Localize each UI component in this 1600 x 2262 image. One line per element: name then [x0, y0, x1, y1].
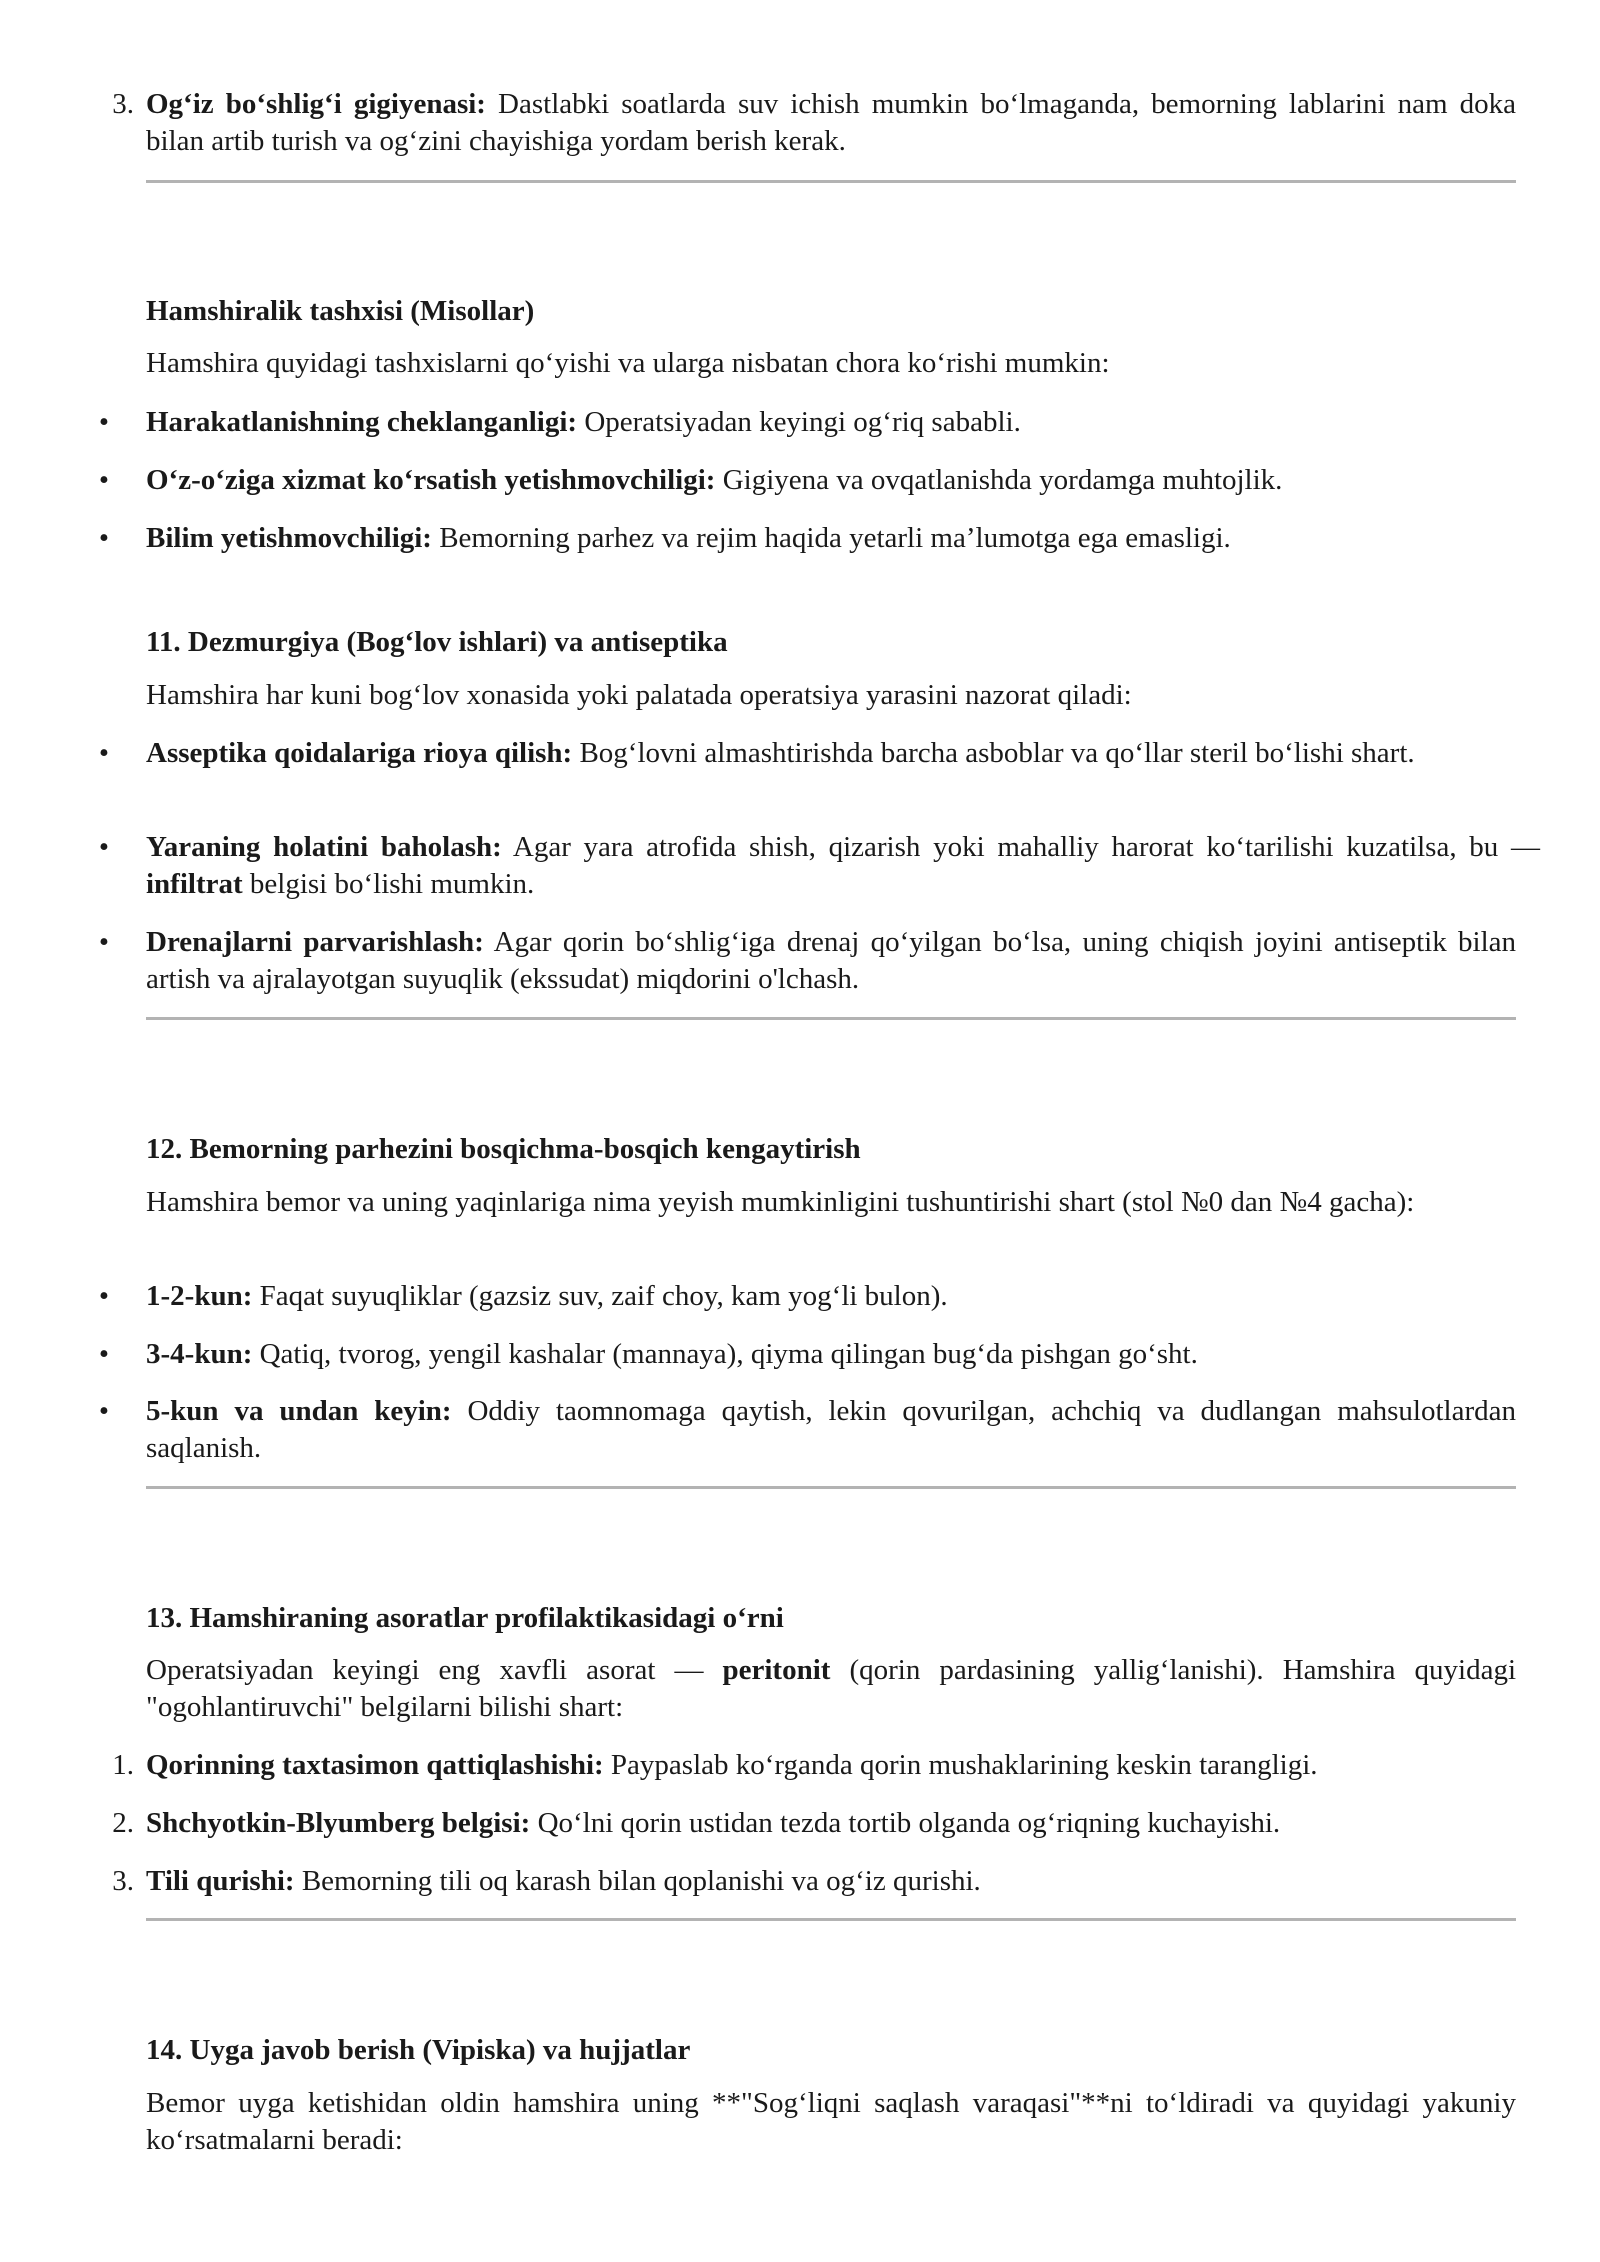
item-term: Qorinning taxtasimon qattiqlashishi:	[146, 1749, 604, 1781]
list-item	[98, 829, 1540, 903]
list-number: 3.	[112, 88, 134, 120]
list-item	[112, 1863, 1516, 1900]
list-number: 1.	[112, 1749, 134, 1781]
section-intro: Bemor uyga ketishidan oldin hamshira uning **"Sog‘liqni saqlash varaqasi"**ni to‘ldiradi va quyidagi yakuniy ko‘rsatmalarni beradi:	[146, 2087, 1516, 2156]
item-text: Operatsiyadan keyingi og‘riq sababli.	[577, 406, 1021, 438]
item-term-inline: infiltrat	[146, 868, 243, 900]
item-term: Drenajlarni parvarishlash:	[146, 926, 484, 958]
item-term: Bilim yetishmovchiligi:	[146, 522, 432, 554]
item-term: 5-kun va undan keyin:	[146, 1395, 452, 1427]
bullet-icon: •	[98, 926, 110, 958]
item-term: Yaraning holatini baholash:	[146, 831, 502, 863]
list-item	[112, 1805, 1516, 1842]
section-divider	[146, 1486, 1516, 1489]
item-term: 1-2-kun:	[146, 1280, 253, 1312]
list-number: 3.	[112, 1865, 134, 1897]
list-item	[112, 1747, 1516, 1784]
item-text: Bemorning tili oq karash bilan qoplanishi va og‘iz qurishi.	[294, 1865, 981, 1897]
list-item	[98, 520, 1516, 557]
list-item	[98, 924, 1516, 998]
item-term: Shchyotkin-Blyumberg belgisi:	[146, 1807, 531, 1839]
bullet-icon: •	[98, 1395, 110, 1427]
section-divider	[146, 1918, 1516, 1921]
item-text: Qatiq, tvorog, yengil kashalar (mannaya), qiyma qilingan bug‘da pishgan go‘sht.	[252, 1338, 1198, 1370]
bullet-icon: •	[98, 1338, 110, 1370]
item-term: Tili qurishi:	[146, 1865, 295, 1897]
section-intro: Hamshira quyidagi tashxislarni qo‘yishi va ularga nisbatan chora ko‘rishi mumkin:	[146, 347, 1110, 379]
section-heading: 12. Bemorning parhezini bosqichma-bosqich kengaytirish	[146, 1133, 861, 1165]
item-text: Qo‘lni qorin ustidan tezda tortib olganda og‘riqning kuchayishi.	[530, 1807, 1281, 1839]
intro-term: peritonit	[722, 1654, 831, 1686]
item-text: Bemorning parhez va rejim haqida yetarli ma’lumotga ega emasligi.	[431, 522, 1231, 554]
list-item	[98, 1278, 1516, 1315]
item-text: Gigiyena va ovqatlanishda yordamga muhtojlik.	[715, 464, 1283, 496]
item-text: Dastlabki soatlarda suv ichish mumkin bo‘lmaganda, bemorning lablarini nam doka bilan artib turish va og‘zini chayishiga yordam berish kerak.	[146, 88, 1516, 157]
item-text: Paypaslab ko‘rganda qorin mushaklarining keskin tarangligi.	[603, 1749, 1318, 1781]
bullet-icon: •	[98, 1280, 110, 1312]
section-heading: 13. Hamshiraning asoratlar profilaktikasidagi o‘rni	[146, 1602, 784, 1634]
section-intro: Hamshira har kuni bog‘lov xonasida yoki palatada operatsiya yarasini nazorat qiladi:	[146, 679, 1132, 711]
item-text: belgisi bo‘lishi mumkin.	[242, 868, 535, 900]
section-divider	[146, 180, 1516, 183]
section-intro	[146, 1652, 1516, 1726]
item-term: Og‘iz bo‘shlig‘i gigiyenasi:	[146, 88, 486, 120]
item-text: Oddiy taomnomaga qaytish, lekin qovurilgan, achchiq va dudlangan mahsulotlardan saqlanish.	[146, 1395, 1516, 1464]
item-term: Harakatlanishning cheklanganligi:	[146, 406, 578, 438]
item-text: Agar qorin bo‘shlig‘iga drenaj qo‘yilgan bo‘lsa, uning chiqish joyini antiseptik bilan artish va ajralayotgan suyuqlik (ekssudat) miqdorini o'lchash.	[146, 926, 1516, 995]
item-text: Faqat suyuqliklar (gazsiz suv, zaif choy, kam yog‘li bulon).	[252, 1280, 948, 1312]
section-heading: 11. Dezmurgiya (Bog‘lov ishlari) va antiseptika	[146, 626, 728, 658]
list-number: 2.	[112, 1807, 134, 1839]
item-text: Agar yara atrofida shish, qizarish yoki mahalliy harorat ko‘tarilishi kuzatilsa, bu —	[501, 831, 1540, 863]
bullet-icon: •	[98, 406, 110, 438]
list-item	[98, 1393, 1516, 1467]
section-intro: Hamshira bemor va uning yaqinlariga nima yeyish mumkinligini tushuntirishi shart (stol №0 dan №4 gacha):	[146, 1186, 1415, 1218]
list-item	[112, 86, 1516, 160]
item-term: 3-4-kun:	[146, 1338, 253, 1370]
bullet-icon: •	[98, 464, 110, 496]
item-term: Asseptika qoidalariga rioya qilish:	[146, 737, 573, 769]
section-divider	[146, 1017, 1516, 1020]
section-heading: Hamshiralik tashxisi (Misollar)	[146, 295, 535, 327]
bullet-icon: •	[98, 831, 110, 863]
list-item	[98, 404, 1516, 441]
intro-text: (qorin pardasining yallig‘lanishi). Hamshira quyidagi "ogohlantiruvchi" belgilarni bilishi shart:	[146, 1654, 1516, 1723]
list-item	[98, 1336, 1516, 1373]
section-heading: 14. Uyga javob berish (Vipiska) va hujjatlar	[146, 2034, 691, 2066]
list-item	[98, 735, 1516, 772]
bullet-icon: •	[98, 737, 110, 769]
item-term: O‘z-o‘ziga xizmat ko‘rsatish yetishmovchiligi:	[146, 464, 716, 496]
bullet-icon: •	[98, 522, 110, 554]
list-item	[98, 462, 1516, 499]
intro-text: Operatsiyadan keyingi eng xavfli asorat —	[146, 1654, 723, 1686]
item-text: Bog‘lovni almashtirishda barcha asboblar va qo‘llar steril bo‘lishi shart.	[572, 737, 1415, 769]
